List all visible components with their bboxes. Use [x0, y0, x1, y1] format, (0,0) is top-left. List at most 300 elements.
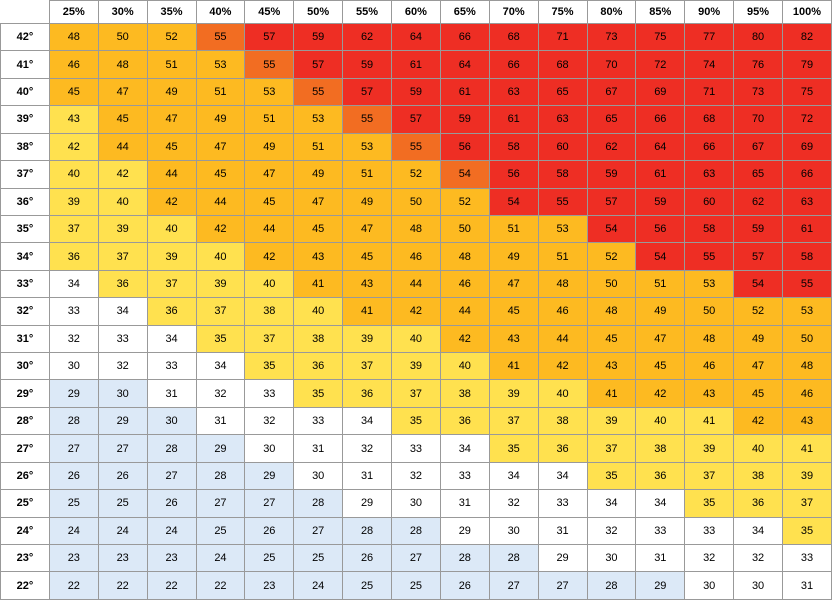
heat-cell: 49	[734, 325, 783, 352]
heat-cell: 31	[440, 490, 489, 517]
heat-cell: 63	[489, 78, 538, 105]
heat-cell: 63	[538, 106, 587, 133]
heat-cell: 30	[49, 353, 98, 380]
heat-cell: 53	[294, 106, 343, 133]
heat-cell: 43	[489, 325, 538, 352]
heat-cell: 73	[587, 24, 636, 51]
heat-cell: 49	[636, 298, 685, 325]
heat-cell: 57	[587, 188, 636, 215]
row-header: 41°	[1, 51, 50, 78]
table-row	[1, 380, 832, 407]
heat-cell: 40	[196, 243, 245, 270]
heat-cell: 39	[392, 353, 441, 380]
heat-cell: 41	[294, 270, 343, 297]
heat-cell: 71	[685, 78, 734, 105]
heat-cell: 60	[538, 133, 587, 160]
heat-cell: 62	[734, 188, 783, 215]
heat-cell: 42	[734, 407, 783, 434]
heat-cell: 63	[783, 188, 832, 215]
heat-cell: 40	[734, 435, 783, 462]
heat-cell: 40	[245, 270, 294, 297]
header-row	[1, 1, 832, 24]
column-header: 55%	[343, 1, 392, 24]
heat-cell: 64	[440, 51, 489, 78]
heat-cell: 72	[783, 106, 832, 133]
heat-cell: 65	[734, 161, 783, 188]
heat-cell: 36	[734, 490, 783, 517]
heat-cell: 47	[734, 353, 783, 380]
heat-cell: 44	[98, 133, 147, 160]
heat-cell: 45	[49, 78, 98, 105]
heat-cell: 40	[538, 380, 587, 407]
heat-cell: 65	[538, 78, 587, 105]
heat-cell: 65	[587, 106, 636, 133]
column-header: 75%	[538, 1, 587, 24]
heat-cell: 36	[49, 243, 98, 270]
heat-cell: 59	[392, 78, 441, 105]
heat-cell: 32	[587, 517, 636, 544]
heat-cell: 60	[685, 188, 734, 215]
row-header: 24°	[1, 517, 50, 544]
heat-cell: 55	[294, 78, 343, 105]
heat-cell: 28	[196, 462, 245, 489]
heat-cell: 40	[294, 298, 343, 325]
heat-cell: 71	[538, 24, 587, 51]
heat-cell: 34	[147, 325, 196, 352]
heat-cell: 43	[294, 243, 343, 270]
heat-cell: 32	[49, 325, 98, 352]
heat-cell: 53	[245, 78, 294, 105]
heat-cell: 39	[49, 188, 98, 215]
heat-cell: 45	[489, 298, 538, 325]
heat-cell: 42	[392, 298, 441, 325]
column-header: 45%	[245, 1, 294, 24]
heat-cell: 32	[685, 545, 734, 572]
heat-cell: 37	[392, 380, 441, 407]
heat-cell: 24	[49, 517, 98, 544]
heat-cell: 51	[196, 78, 245, 105]
heat-cell: 33	[147, 353, 196, 380]
heat-cell: 51	[636, 270, 685, 297]
heat-cell: 43	[49, 106, 98, 133]
heat-cell: 44	[538, 325, 587, 352]
row-header: 31°	[1, 325, 50, 352]
heat-cell: 35	[685, 490, 734, 517]
heat-cell: 44	[196, 188, 245, 215]
heat-cell: 42	[636, 380, 685, 407]
heat-cell: 40	[147, 215, 196, 242]
heat-cell: 61	[783, 215, 832, 242]
heat-cell: 37	[196, 298, 245, 325]
heat-cell: 73	[734, 78, 783, 105]
heat-cell: 39	[343, 325, 392, 352]
heat-cell: 30	[587, 545, 636, 572]
row-header: 27°	[1, 435, 50, 462]
heat-cell: 51	[538, 243, 587, 270]
heat-cell: 24	[196, 545, 245, 572]
heat-cell: 40	[49, 161, 98, 188]
heat-cell: 50	[98, 24, 147, 51]
heat-cell: 39	[489, 380, 538, 407]
heat-cell: 23	[49, 545, 98, 572]
table-row	[1, 161, 832, 188]
heat-cell: 27	[49, 435, 98, 462]
row-header: 40°	[1, 78, 50, 105]
heat-cell: 41	[783, 435, 832, 462]
heat-cell: 36	[147, 298, 196, 325]
heat-cell: 29	[98, 407, 147, 434]
heat-cell: 38	[294, 325, 343, 352]
heat-cell: 59	[734, 215, 783, 242]
heat-cell: 62	[587, 133, 636, 160]
heat-cell: 58	[489, 133, 538, 160]
heat-cell: 68	[685, 106, 734, 133]
heat-cell: 39	[98, 215, 147, 242]
heat-cell: 51	[147, 51, 196, 78]
row-header: 33°	[1, 270, 50, 297]
heat-cell: 69	[783, 133, 832, 160]
heat-cell: 22	[49, 572, 98, 600]
table-body	[1, 24, 832, 600]
heat-cell: 47	[294, 188, 343, 215]
heat-cell: 43	[783, 407, 832, 434]
heat-cell: 39	[147, 243, 196, 270]
heat-cell: 28	[343, 517, 392, 544]
heat-cell: 26	[98, 462, 147, 489]
heat-cell: 55	[685, 243, 734, 270]
heat-cell: 48	[685, 325, 734, 352]
heat-cell: 30	[98, 380, 147, 407]
heat-cell: 61	[636, 161, 685, 188]
heat-cell: 35	[587, 462, 636, 489]
heat-cell: 58	[685, 215, 734, 242]
heat-cell: 55	[343, 106, 392, 133]
heat-cell: 24	[98, 517, 147, 544]
heat-cell: 51	[294, 133, 343, 160]
heat-cell: 47	[636, 325, 685, 352]
heat-cell: 39	[685, 435, 734, 462]
column-header: 60%	[392, 1, 441, 24]
heat-cell: 42	[98, 161, 147, 188]
heat-cell: 70	[587, 51, 636, 78]
heat-cell: 47	[343, 215, 392, 242]
heat-cell: 27	[147, 462, 196, 489]
heat-cell: 49	[245, 133, 294, 160]
heat-cell: 47	[196, 133, 245, 160]
heat-cell: 59	[587, 161, 636, 188]
heat-cell: 29	[440, 517, 489, 544]
heat-cell: 33	[98, 325, 147, 352]
heat-cell: 32	[489, 490, 538, 517]
heat-cell: 37	[49, 215, 98, 242]
heat-cell: 59	[440, 106, 489, 133]
heat-cell: 66	[440, 24, 489, 51]
heat-cell: 56	[489, 161, 538, 188]
heat-cell: 27	[196, 490, 245, 517]
row-header: 22°	[1, 572, 50, 600]
heat-cell: 48	[49, 24, 98, 51]
heat-cell: 47	[98, 78, 147, 105]
heat-cell: 41	[489, 353, 538, 380]
heat-cell: 47	[489, 270, 538, 297]
table-row	[1, 133, 832, 160]
row-header: 32°	[1, 298, 50, 325]
heat-cell: 49	[343, 188, 392, 215]
column-header: 35%	[147, 1, 196, 24]
column-header: 80%	[587, 1, 636, 24]
heat-cell: 28	[49, 407, 98, 434]
heat-cell: 43	[685, 380, 734, 407]
heat-cell: 45	[587, 325, 636, 352]
heat-cell: 59	[636, 188, 685, 215]
heat-cell: 38	[245, 298, 294, 325]
heat-cell: 50	[685, 298, 734, 325]
column-header: 25%	[49, 1, 98, 24]
table-row	[1, 51, 832, 78]
heat-cell: 37	[783, 490, 832, 517]
heat-cell: 54	[636, 243, 685, 270]
heat-cell: 55	[783, 270, 832, 297]
heat-cell: 64	[392, 24, 441, 51]
table-row	[1, 243, 832, 270]
heat-cell: 24	[294, 572, 343, 600]
heat-cell: 33	[294, 407, 343, 434]
heat-cell: 30	[685, 572, 734, 600]
heat-cell: 47	[147, 106, 196, 133]
table-row	[1, 545, 832, 572]
table-row	[1, 490, 832, 517]
table-row	[1, 517, 832, 544]
heat-cell: 42	[147, 188, 196, 215]
heat-cell: 48	[392, 215, 441, 242]
heat-cell: 48	[440, 243, 489, 270]
heat-cell: 25	[343, 572, 392, 600]
row-header: 42°	[1, 24, 50, 51]
heat-cell: 43	[587, 353, 636, 380]
heat-cell: 37	[343, 353, 392, 380]
table-row	[1, 215, 832, 242]
heat-cell: 76	[734, 51, 783, 78]
heat-cell: 26	[147, 490, 196, 517]
table-row	[1, 270, 832, 297]
heat-cell: 39	[783, 462, 832, 489]
heat-cell: 30	[489, 517, 538, 544]
heat-cell: 28	[587, 572, 636, 600]
heat-cell: 37	[587, 435, 636, 462]
heat-cell: 26	[440, 572, 489, 600]
heat-cell: 48	[587, 298, 636, 325]
heat-cell: 31	[196, 407, 245, 434]
heat-cell: 28	[489, 545, 538, 572]
column-header: 100%	[783, 1, 832, 24]
heat-cell: 45	[294, 215, 343, 242]
heat-cell: 52	[587, 243, 636, 270]
column-header: 85%	[636, 1, 685, 24]
heat-cell: 31	[636, 545, 685, 572]
heat-cell: 33	[636, 517, 685, 544]
heat-cell: 23	[98, 545, 147, 572]
heat-cell: 34	[489, 462, 538, 489]
heat-cell: 49	[489, 243, 538, 270]
table-row	[1, 298, 832, 325]
heat-cell: 44	[440, 298, 489, 325]
table-row	[1, 572, 832, 600]
heat-cell: 34	[734, 517, 783, 544]
heat-cell: 33	[440, 462, 489, 489]
table-row	[1, 353, 832, 380]
heat-cell: 24	[147, 517, 196, 544]
heat-cell: 52	[147, 24, 196, 51]
heat-cell: 38	[636, 435, 685, 462]
heat-cell: 37	[98, 243, 147, 270]
heat-cell: 23	[245, 572, 294, 600]
heat-cell: 52	[392, 161, 441, 188]
heat-cell: 43	[343, 270, 392, 297]
heat-cell: 63	[685, 161, 734, 188]
column-header: 30%	[98, 1, 147, 24]
heat-cell: 33	[538, 490, 587, 517]
heat-cell: 40	[98, 188, 147, 215]
heat-cell: 30	[245, 435, 294, 462]
heat-cell: 45	[147, 133, 196, 160]
heat-cell: 32	[245, 407, 294, 434]
heat-cell: 42	[49, 133, 98, 160]
heat-cell: 36	[343, 380, 392, 407]
heat-cell: 28	[294, 490, 343, 517]
heat-cell: 22	[98, 572, 147, 600]
heat-cell: 25	[294, 545, 343, 572]
heat-cell: 75	[636, 24, 685, 51]
heat-cell: 34	[343, 407, 392, 434]
heat-cell: 46	[440, 270, 489, 297]
heat-cell: 48	[783, 353, 832, 380]
heat-cell: 55	[196, 24, 245, 51]
heat-cell: 57	[343, 78, 392, 105]
heat-cell: 55	[245, 51, 294, 78]
heat-cell: 51	[343, 161, 392, 188]
heat-cell: 58	[538, 161, 587, 188]
heat-cell: 39	[196, 270, 245, 297]
heat-cell: 31	[538, 517, 587, 544]
heat-cell: 74	[685, 51, 734, 78]
table-row	[1, 462, 832, 489]
heat-cell: 46	[538, 298, 587, 325]
heat-cell: 22	[147, 572, 196, 600]
heat-cell: 36	[294, 353, 343, 380]
heat-cell: 44	[147, 161, 196, 188]
column-header: 70%	[489, 1, 538, 24]
heat-cell: 50	[392, 188, 441, 215]
heat-cell: 47	[245, 161, 294, 188]
heat-cell: 27	[489, 572, 538, 600]
heat-cell: 53	[685, 270, 734, 297]
heat-cell: 25	[245, 545, 294, 572]
heat-cell: 66	[685, 133, 734, 160]
heat-cell: 46	[49, 51, 98, 78]
heat-cell: 75	[783, 78, 832, 105]
heat-cell: 50	[783, 325, 832, 352]
heat-cell: 45	[734, 380, 783, 407]
heat-cell: 61	[489, 106, 538, 133]
heat-cell: 37	[147, 270, 196, 297]
heat-cell: 46	[392, 243, 441, 270]
heat-cell: 25	[392, 572, 441, 600]
heat-cell: 42	[245, 243, 294, 270]
row-header: 34°	[1, 243, 50, 270]
table-row	[1, 24, 832, 51]
heat-cell: 55	[392, 133, 441, 160]
column-header: 40%	[196, 1, 245, 24]
heat-cell: 40	[636, 407, 685, 434]
column-header: 50%	[294, 1, 343, 24]
heat-cell: 61	[392, 51, 441, 78]
heat-cell: 40	[392, 325, 441, 352]
heat-cell: 36	[98, 270, 147, 297]
heat-cell: 53	[538, 215, 587, 242]
heat-cell: 30	[392, 490, 441, 517]
row-header: 37°	[1, 161, 50, 188]
heat-cell: 34	[440, 435, 489, 462]
row-header: 35°	[1, 215, 50, 242]
corner-cell	[1, 1, 50, 24]
column-header: 65%	[440, 1, 489, 24]
heat-cell: 34	[49, 270, 98, 297]
heat-cell: 56	[440, 133, 489, 160]
heat-cell: 25	[98, 490, 147, 517]
heat-cell: 26	[343, 545, 392, 572]
column-header: 95%	[734, 1, 783, 24]
heat-cell: 53	[343, 133, 392, 160]
heat-cell: 33	[49, 298, 98, 325]
heat-cell: 29	[636, 572, 685, 600]
heat-cell: 34	[538, 462, 587, 489]
heat-cell: 41	[685, 407, 734, 434]
heat-cell: 53	[196, 51, 245, 78]
heat-cell: 59	[343, 51, 392, 78]
heat-cell: 66	[489, 51, 538, 78]
heat-cell: 29	[49, 380, 98, 407]
row-header: 29°	[1, 380, 50, 407]
heat-cell: 66	[636, 106, 685, 133]
heat-cell: 35	[196, 325, 245, 352]
heat-cell: 38	[538, 407, 587, 434]
row-header: 30°	[1, 353, 50, 380]
table-row	[1, 407, 832, 434]
heat-cell: 45	[98, 106, 147, 133]
heat-cell: 33	[245, 380, 294, 407]
heat-cell: 55	[538, 188, 587, 215]
heat-cell: 42	[440, 325, 489, 352]
heat-cell: 22	[196, 572, 245, 600]
row-header: 38°	[1, 133, 50, 160]
heat-cell: 67	[734, 133, 783, 160]
heat-cell: 52	[440, 188, 489, 215]
heat-cell: 45	[196, 161, 245, 188]
heat-cell: 50	[587, 270, 636, 297]
heat-cell: 48	[538, 270, 587, 297]
heat-cell: 69	[636, 78, 685, 105]
row-header: 36°	[1, 188, 50, 215]
heat-cell: 31	[783, 572, 832, 600]
table-row	[1, 188, 832, 215]
heat-cell: 57	[734, 243, 783, 270]
table-row	[1, 106, 832, 133]
heat-cell: 61	[440, 78, 489, 105]
heat-cell: 25	[196, 517, 245, 544]
heat-cell: 42	[196, 215, 245, 242]
heat-cell: 51	[245, 106, 294, 133]
table-row	[1, 325, 832, 352]
